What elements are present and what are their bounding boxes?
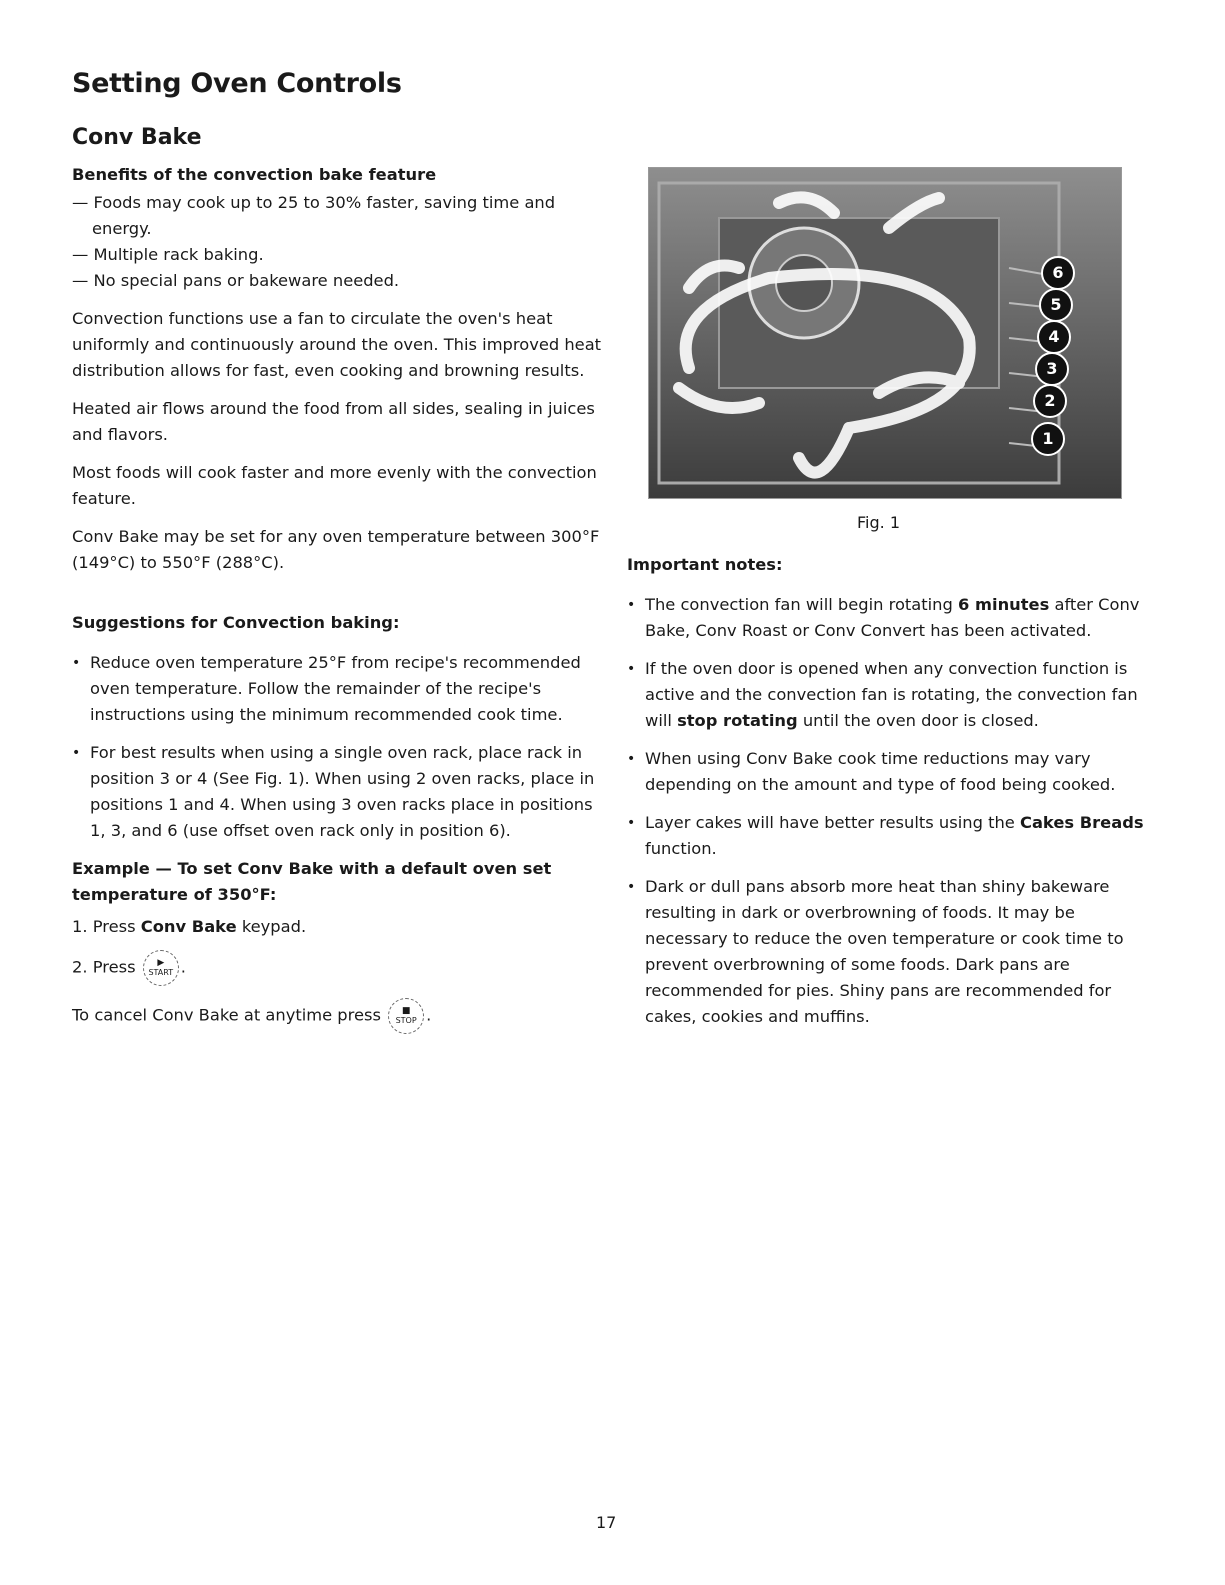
benefits-list [72, 190, 602, 294]
cancel-text: . [426, 1005, 432, 1025]
list-item [627, 810, 1157, 862]
example-steps [72, 914, 602, 986]
note-text: The convection fan will begin rotating [645, 595, 953, 614]
paragraph: Convection functions use a fan to circulate the oven's heat uniformly and continuously around the oven. This improved heat distribution allows for fast, even cooking and browning results. [72, 309, 602, 380]
step-text: keypad. [241, 917, 307, 936]
step-2 [72, 950, 602, 986]
right-column [627, 552, 1157, 1042]
step-1 [72, 914, 602, 940]
benefits-heading: Benefits of the convection bake feature [72, 165, 437, 184]
note-text: If the oven door is opened when any convection function is active and the convection fan is rotating, the convection fan will [645, 659, 1138, 730]
note-text: after Conv Bake, Conv Roast or Conv Convert has been activated. [645, 595, 1140, 640]
paragraph: Heated air flows around the food from all sides, sealing in juices and flavors. [72, 399, 595, 444]
list-item: — Multiple rack baking. [72, 245, 264, 264]
list-item: • Dark or dull pans absorb more heat than shiny bakeware resulting in dark or overbrowning of foods. It may be necessary to reduce the oven temperature or cook time to prevent overbrowning of some foods. Dark pans are recommended for pies. Shiny pans are recommended for cakes, cookies and muffins. [627, 874, 1157, 1030]
example-heading: Example — To set Conv Bake with a default oven set temperature of 350°F: [72, 859, 552, 904]
suggestions-heading: Suggestions for Convection baking: [72, 613, 400, 632]
list-item [627, 656, 1157, 734]
page-title: Setting Oven Controls [72, 68, 402, 99]
step-text: Press [92, 917, 136, 936]
note-text: function. [645, 839, 717, 858]
suggestions-list [72, 650, 602, 844]
note-emphasis: stop rotating [677, 711, 798, 730]
rack-position-2-badge: 2 [1033, 384, 1067, 418]
notes-heading: Important notes: [627, 555, 783, 574]
start-keypad-label: START [148, 968, 174, 977]
list-item: • Reduce oven temperature 25°F from recipe's recommended oven temperature. Follow the remainder of the recipe's instructions using the minimum recommended cook time. [72, 650, 602, 728]
list-item: • When using Conv Bake cook time reductions may vary depending on the amount and type of food being cooked. [627, 746, 1157, 798]
stop-keypad-icon [388, 998, 424, 1034]
note-emphasis: Cakes Breads [1020, 813, 1144, 832]
rack-position-6-badge: 6 [1041, 256, 1075, 290]
rack-position-4-badge: 4 [1037, 320, 1071, 354]
cancel-instruction [72, 998, 602, 1034]
stop-icon: ■ [401, 1006, 411, 1016]
oven-convection-figure [648, 167, 1122, 499]
list-item: • For best results when using a single oven rack, place rack in position 3 or 4 (See Fig. 1). When using 2 oven racks, place in positions 1 and 4. When using 3 oven racks place in positions 1, 3, and 6 (use offset oven rack only in position 6). [72, 740, 602, 844]
stop-keypad-label: STOP [395, 1016, 417, 1025]
page-number: 17 [596, 1513, 617, 1532]
step-text: . [180, 957, 186, 977]
step-number: 1. [72, 917, 88, 936]
figure-caption: Fig. 1 [857, 513, 900, 532]
note-text: until the oven door is closed. [802, 711, 1039, 730]
rack-position-5-badge: 5 [1039, 288, 1073, 322]
step-keypad-name: Conv Bake [140, 917, 237, 936]
section-title: Conv Bake [72, 125, 202, 150]
note-emphasis: 6 minutes [958, 595, 1050, 614]
rack-position-3-badge: 3 [1035, 352, 1069, 386]
play-icon: ▶ [157, 958, 165, 968]
note-text: Layer cakes will have better results using the [645, 813, 1015, 832]
left-column [72, 162, 602, 1046]
rack-position-1-badge: 1 [1031, 422, 1065, 456]
paragraph: Conv Bake may be set for any oven temperature between 300°F (149°C) to 550°F (288°C). [72, 527, 600, 572]
start-keypad-icon [143, 950, 179, 986]
list-item: — Foods may cook up to 25 to 30% faster, saving time and energy. [72, 193, 556, 238]
step-number: 2. [72, 957, 88, 977]
notes-list [627, 592, 1157, 1030]
list-item: — No special pans or bakeware needed. [72, 271, 400, 290]
step-text: Press [92, 957, 136, 977]
cancel-text: To cancel Conv Bake at anytime press [72, 1005, 381, 1025]
paragraph: Most foods will cook faster and more evenly with the convection feature. [72, 463, 597, 508]
list-item [627, 592, 1157, 644]
